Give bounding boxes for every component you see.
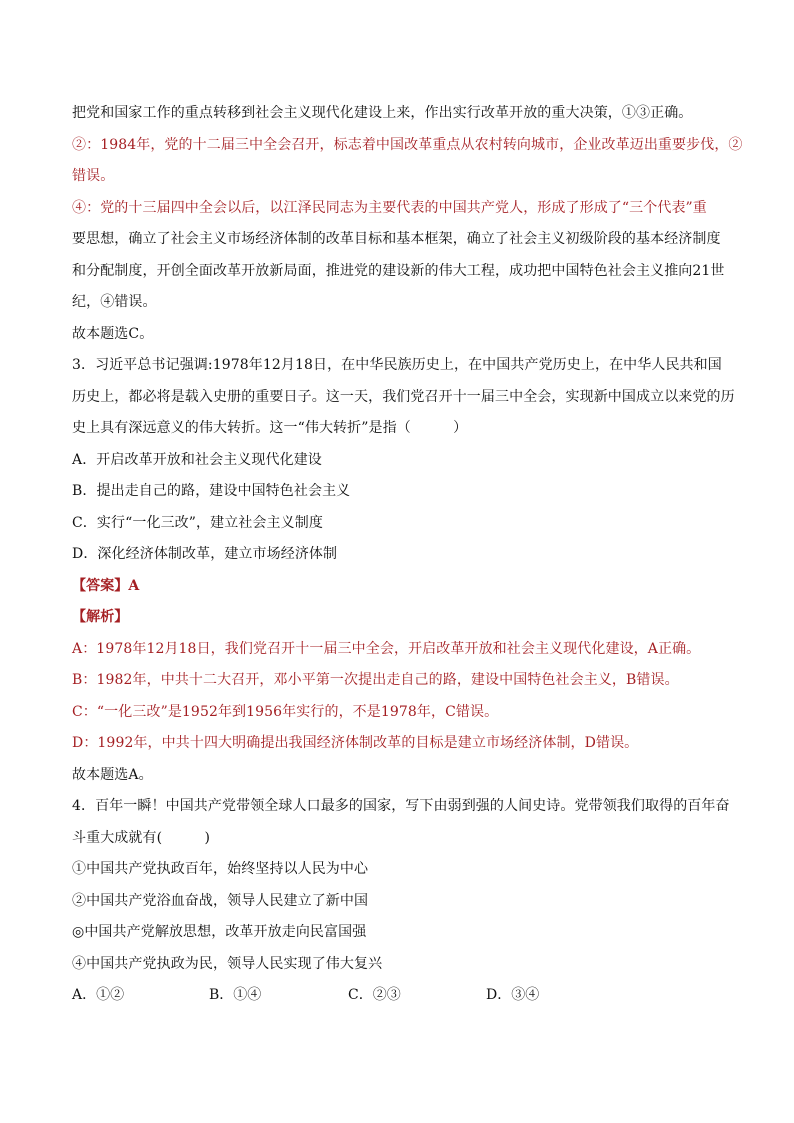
prev-analysis-line: 要思想，确立了社会主义市场经济体制的改革目标和基本框架，确立了社会主义初级阶段的基本经济制度 <box>72 231 721 247</box>
q4-item: ①中国共产党执政百年，始终坚持以人民为中心 <box>72 861 369 877</box>
q3-stem-line: 3．习近平总书记强调:1978年12月18日，在中华民族历史上，在中国共产党历史上，在中华人民共和国 <box>72 357 722 373</box>
q4-option-b: B．①④ <box>209 987 262 1003</box>
q3-option-a: A．开启改革开放和社会主义现代化建设 <box>72 451 322 468</box>
q3-analysis-line: D：1992年，中共十四大明确提出我国经济体制改革的目标是建立市场经济体制，D错误。 <box>72 735 639 751</box>
q4-item: ④中国共产党执政为民，领导人民实现了伟大复兴 <box>72 955 383 972</box>
q3-analysis-line: A：1978年12月18日，我们党召开十一届三中全会，开启改革开放和社会主义现代化建设，A正确。 <box>72 640 701 657</box>
prev-conclusion: 故本题选C。 <box>72 325 154 342</box>
q4-option-d: D．③④ <box>486 987 540 1003</box>
q3-stem-line: 历史上，都必将是载入史册的重要日子。这一天，我们党召开十一届三中全会，实现新中国成立以来党的历 <box>72 388 735 405</box>
q3-conclusion: 故本题选A。 <box>72 766 153 783</box>
q3-answer-label: 【答案】A <box>72 577 140 594</box>
prev-analysis-line: 错误。 <box>72 168 115 184</box>
document-page <box>72 98 743 1012</box>
q3-analysis-line: C：“一化三改”是1952年到1956年实行的，不是1978年，C错误。 <box>72 703 499 720</box>
prev-analysis-line: 把党和国家工作的重点转移到社会主义现代化建设上来，作出实行改革开放的重大决策，①③正确。 <box>72 105 693 121</box>
prev-analysis-line: 纪，④错误。 <box>72 294 157 310</box>
q3-option-c: C．实行“一化三改”，建立社会主义制度 <box>72 514 323 531</box>
q3-analysis-line: B：1982年，中共十二大召开，邓小平第一次提出走自己的路，建设中国特色社会主义，B错误。 <box>72 672 679 688</box>
q4-item: ◎中国共产党解放思想，改革开放走向民富国强 <box>72 924 367 940</box>
q4-item: ②中国共产党浴血奋战，领导人民建立了新中国 <box>72 892 369 909</box>
q4-stem-line: 斗重大成就有( ) <box>72 829 211 846</box>
q3-stem-line: 史上具有深远意义的伟大转折。这一“伟大转折”是指（ ） <box>72 420 468 436</box>
q4-options-row <box>72 980 732 1012</box>
q4-option-c: C．②③ <box>348 987 401 1003</box>
prev-analysis-line: 和分配制度，开创全面改革开放新局面，推进党的建设新的伟大工程，成功把中国特色社会主义推向21世 <box>72 262 725 279</box>
q3-option-d: D．深化经济体制改革，建立市场经济体制 <box>72 546 338 562</box>
q4-stem-line: 4．百年一瞬！中国共产党带领全球人口最多的国家，写下由弱到强的人间史诗。党带领我们取得的百年奋 <box>72 798 730 814</box>
prev-analysis-line: ④：党的十三届四中全会以后，以江泽民同志为主要代表的中国共产党人，形成了形成了“三个代表”重 <box>72 199 707 216</box>
q3-option-b: B．提出走自己的路，建设中国特色社会主义 <box>72 483 351 499</box>
prev-analysis-line: ②：1984年，党的十二届三中全会召开，标志着中国改革重点从农村转向城市，企业改革迈出重要步伐，② <box>72 136 743 153</box>
q4-option-a: A．①② <box>72 987 125 1003</box>
q3-analysis-label: 【解析】 <box>72 609 129 625</box>
